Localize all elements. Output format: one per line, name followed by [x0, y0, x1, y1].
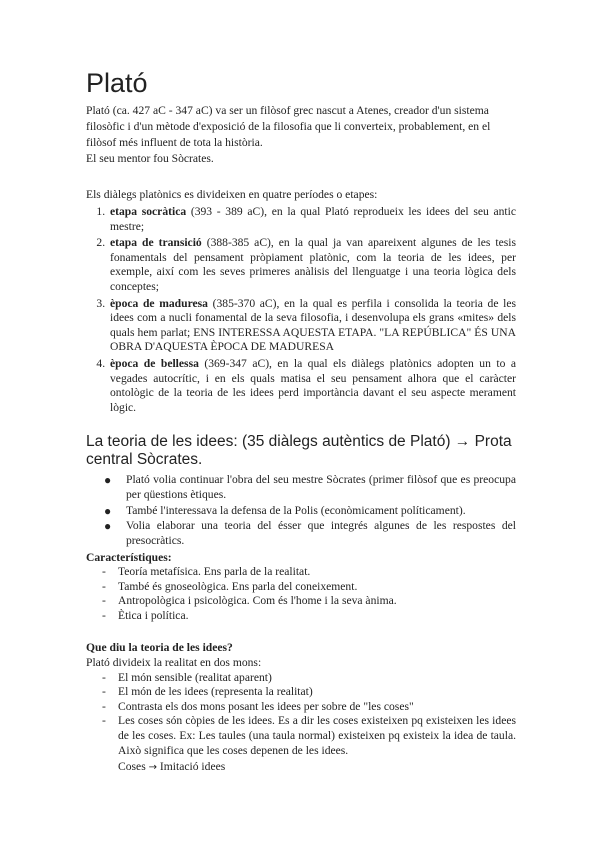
- world-item: [102, 699, 516, 715]
- period-item: [108, 297, 516, 355]
- dash-icon: -: [102, 714, 106, 728]
- period-text: (369-347 aC), en la qual els diàlegs platònics adopten un to a vegades autocrític, i en els quals matisa el seu pensament alhora que el caràcter ontològic de la teoria de les idees perd importància davant el seu aspecte merament lògic.: [110, 356, 516, 414]
- characteristic-item: [102, 594, 516, 609]
- period-item: [108, 357, 516, 415]
- characteristic-item: [102, 565, 516, 580]
- characteristic-item: [102, 579, 516, 595]
- characteristic-text: Antropològica i psicològica. Com és l'home i la seva ànima.: [118, 594, 397, 608]
- spacer: [86, 167, 516, 187]
- question-intro: Plató divideix la realitat en dos mons:: [86, 655, 262, 669]
- world-text: El món de les idees (representa la realitat): [118, 685, 313, 699]
- bullet-text: Plató volia continuar l'obra del seu mestre Sòcrates (primer filòsof que es preocupa per qüestions ètiques.: [126, 473, 516, 501]
- world-item: [102, 714, 516, 758]
- periods-list: [86, 205, 516, 415]
- final-line: [86, 759, 516, 775]
- intro-paragraph: Plató (ca. 427 aC - 347 aC) va ser un filòsof grec nascut a Atenes, creador d'un sistema filosòfic i d'un mètode d'exposició de la filosofia que li converteix, probablement, en el filòsof més influent de tota la història.: [86, 104, 491, 149]
- dash-icon: -: [102, 685, 106, 699]
- page-title: Plató: [86, 68, 148, 98]
- bullet-icon: ●: [104, 519, 112, 534]
- characteristic-text: També és gnoseològica. Ens parla del coneixement.: [118, 579, 358, 593]
- bullet-icon: ●: [104, 473, 112, 488]
- dash-icon: -: [102, 699, 106, 713]
- bullet-item: [104, 519, 516, 548]
- spacer: [86, 624, 516, 638]
- bullet-text: També l'interessava la defensa de la Polis (econòmicament políticament).: [126, 503, 466, 517]
- world-text: Contrasta els dos mons posant les idees per sobre de "les coses": [118, 699, 414, 713]
- characteristic-text: Ètica i política.: [118, 609, 189, 623]
- dash-icon: -: [102, 609, 106, 623]
- arrow-right-icon: →: [148, 762, 157, 774]
- worlds-list: [86, 671, 516, 759]
- bullet-item: [104, 503, 516, 519]
- characteristics-heading: Característiques:: [86, 551, 172, 565]
- period-text: (385-370 aC), en la qual es perfila i consolida la teoria de les idees com a nucli fonamental de la seva filosofia, i desenvolupa els grans «mites» dels quals hem parlat; ENS INTERESSA AQUESTA ETAPA. "LA REPÚBLICA" ÉS UNA OBRA D'AQUESTA ÈPOCA DE MADURESA: [110, 296, 516, 354]
- period-text: (388-385 aC), en la qual ja van apareixent algunes de les tesis fonamentals del pensament pròpiament platònic, com la teoria de les idees, per exemple, així com les seves primeres anàlisis del llenguatge i una teoria lògica dels conceptes;: [110, 236, 516, 293]
- bullet-text: Volia elaborar una teoria del ésser que integrés algunes de les respostes del presocràtics.: [126, 519, 516, 547]
- bullet-item: [104, 473, 516, 502]
- period-name: època de maduresa: [110, 296, 208, 310]
- period-text: (393 - 389 aC), en la qual Plató reprodueix les idees del seu antic mestre;: [110, 205, 516, 233]
- period-name: etapa socràtica: [110, 205, 187, 218]
- characteristics-list: [86, 565, 516, 623]
- period-item: [108, 236, 516, 294]
- question-heading: Que diu la teoria de les idees?: [86, 640, 233, 654]
- final-left: Coses: [118, 760, 146, 774]
- world-item: [102, 670, 516, 686]
- period-item: [108, 205, 516, 234]
- world-text: Les coses són còpies de les idees. Es a dir les coses existeixen pq existeixen les idees de les coses. Ex: Les taules (una taula normal) existeixen pq existeix la idea de taula. Això significa que les coses depenen de les idees.: [118, 714, 516, 757]
- world-text: El món sensible (realitat aparent): [118, 670, 272, 684]
- theory-heading: La teoria de les idees: (35 diàlegs autèntics de Plató) → Prota central Sòcrates.: [86, 433, 512, 469]
- dialogues-intro: Els diàlegs platònics es divideixen en quatre períodes o etapes:: [86, 188, 378, 201]
- period-name: època de bellessa: [110, 356, 199, 370]
- dash-icon: -: [102, 579, 106, 593]
- document-page: [86, 68, 516, 775]
- characteristic-text: Teoría metafísica. Ens parla de la realitat.: [118, 565, 311, 579]
- dash-icon: -: [102, 670, 106, 684]
- dash-icon: -: [102, 565, 106, 579]
- world-item: [102, 685, 516, 700]
- mentor-line: El seu mentor fou Sòcrates.: [86, 152, 214, 165]
- dash-icon: -: [102, 594, 106, 608]
- bullet-icon: ●: [104, 503, 112, 518]
- final-right: Imitació idees: [159, 760, 226, 774]
- bullet-list: [86, 473, 516, 548]
- period-name: etapa de transició: [110, 236, 202, 250]
- characteristic-item: [102, 609, 516, 624]
